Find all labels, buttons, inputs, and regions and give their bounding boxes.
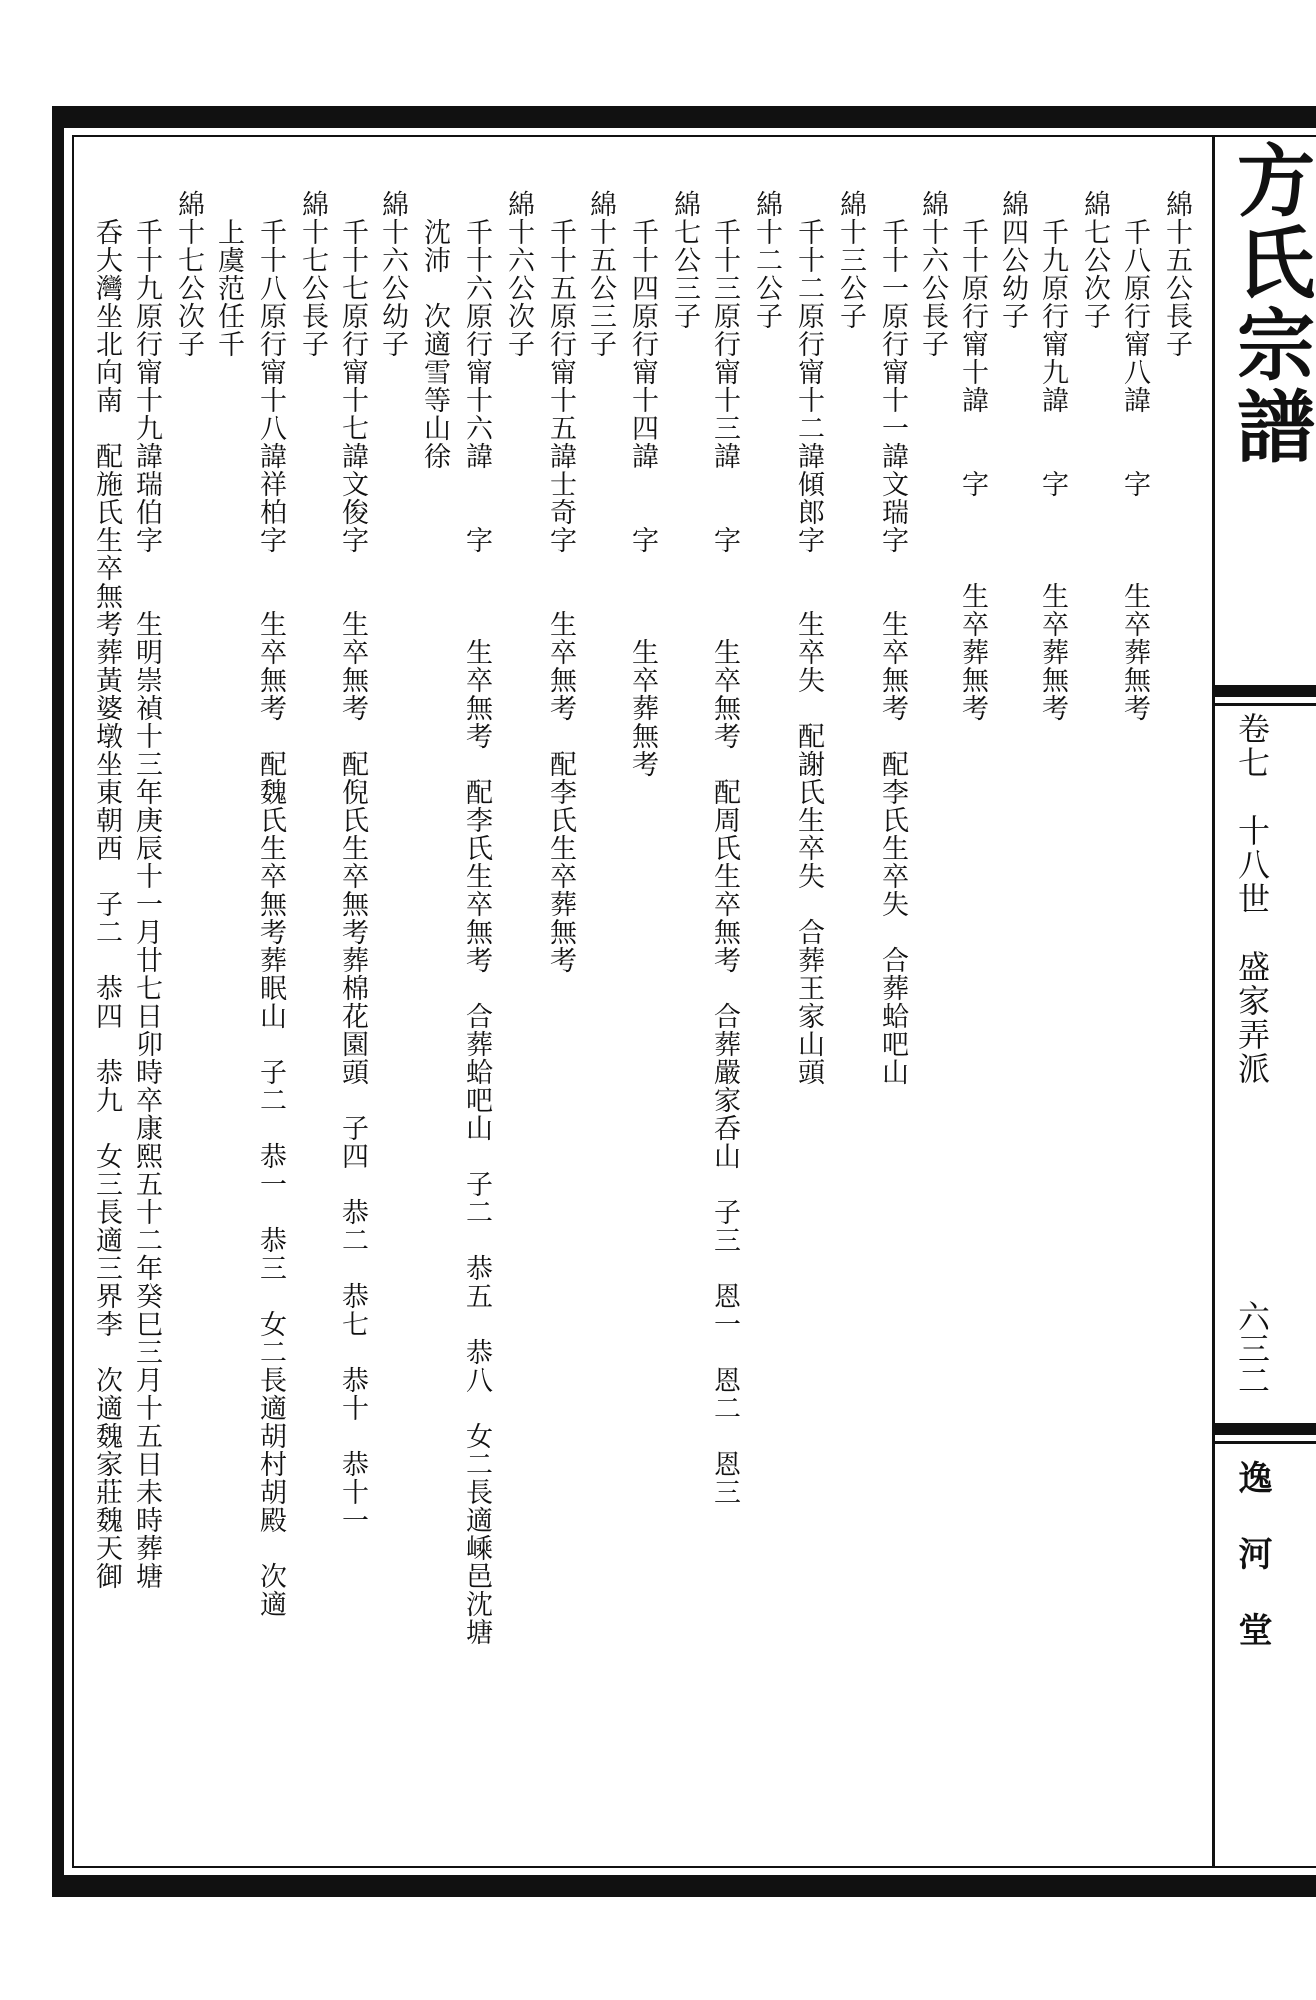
header-column-divider <box>1212 135 1215 1868</box>
genealogy-column: 綿十六公幼子 <box>377 190 408 358</box>
genealogy-column: 綿十六公次子 <box>503 190 534 358</box>
genealogy-column: 千十四原行甯十四諱 字 生卒葬無考 <box>627 190 658 778</box>
genealogy-column: 綿十二公子 <box>751 190 782 330</box>
header-rule-lower <box>1215 1423 1316 1444</box>
genealogy-column: 千十五原行甯十五諱士奇字 生卒無考 配李氏生卒葬無考 <box>545 190 576 974</box>
genealogy-column: 千十七原行甯十七諱文俊字 生卒無考 配倪氏生卒無考葬棉花園頭 子四 恭二 恭七 恭十 恭十一 <box>337 190 368 1534</box>
genealogy-column: 千八原行甯八諱 字 生卒葬無考 <box>1119 190 1150 722</box>
genealogy-column: 綿十五公長子 <box>1161 190 1192 358</box>
page-number: 六三二 <box>1233 1300 1271 1396</box>
frame-left-border <box>52 106 64 1897</box>
genealogy-column: 千十原行甯十諱 字 生卒葬無考 <box>957 190 988 722</box>
genealogy-column: 沈沛 次適雪等山徐 <box>419 190 450 470</box>
genealogy-column: 千十八原行甯十八諱祥柏字 生卒無考 配魏氏生卒無考葬眠山 子二 恭一 恭三 女二長適胡村胡殿 次適 <box>255 190 286 1618</box>
genealogy-column: 千十一原行甯十一諱文瑞字 生卒無考 配李氏生卒失 合葬蛤吧山 <box>877 190 908 1086</box>
header-rule-upper <box>1215 685 1316 706</box>
genealogy-column: 綿四公幼子 <box>997 190 1028 330</box>
genealogy-column: 上虞范任千 <box>213 190 244 358</box>
genealogy-column: 千十九原行甯十九諱瑞伯字 生明崇禎十三年庚辰十一月廿七日卯時卒康熙五十二年癸巳三月十五日未時葬塘 <box>131 190 162 1590</box>
genealogy-column: 千十二原行甯十二諱傾郎字 生卒失 配謝氏生卒失 合葬王家山頭 <box>793 190 824 1086</box>
genealogy-column: 千十三原行甯十三諱 字 生卒無考 配周氏生卒無考 合葬嚴家呑山 子三 恩一 恩二 恩三 <box>709 190 740 1506</box>
genealogy-column: 綿十六公長子 <box>917 190 948 358</box>
frame-inner-left-line <box>72 135 74 1868</box>
frame-bottom-border <box>52 1875 1316 1897</box>
frame-top-border <box>52 106 1316 128</box>
hall-name: 逸河堂 <box>1232 1460 1272 1688</box>
genealogy-column: 呑大灣坐北向南 配施氏生卒無考葬黃婆墩坐東朝西 子二 恭四 恭九 女三長適三界李 次適魏家莊魏天御 <box>91 190 122 1590</box>
genealogy-column: 綿七公次子 <box>1079 190 1110 330</box>
frame-inner-top-line <box>72 135 1316 137</box>
genealogy-column: 綿十五公三子 <box>585 190 616 358</box>
genealogy-column: 綿十七公次子 <box>173 190 204 358</box>
genealogy-column: 千九原行甯九諱 字 生卒葬無考 <box>1037 190 1068 722</box>
frame-inner-bottom-line <box>72 1866 1316 1868</box>
genealogy-column: 綿十三公子 <box>835 190 866 330</box>
genealogy-column: 綿十七公長子 <box>297 190 328 358</box>
volume-generation-branch: 卷七 十八世 盛家弄派 <box>1233 712 1271 1086</box>
book-title: 方氏宗譜 <box>1224 140 1315 468</box>
genealogy-column: 千十六原行甯十六諱 字 生卒無考 配李氏生卒無考 合葬蛤吧山 子二 恭五 恭八 女二長適嵊邑沈塘 <box>461 190 492 1646</box>
genealogy-column: 綿七公三子 <box>669 190 700 330</box>
